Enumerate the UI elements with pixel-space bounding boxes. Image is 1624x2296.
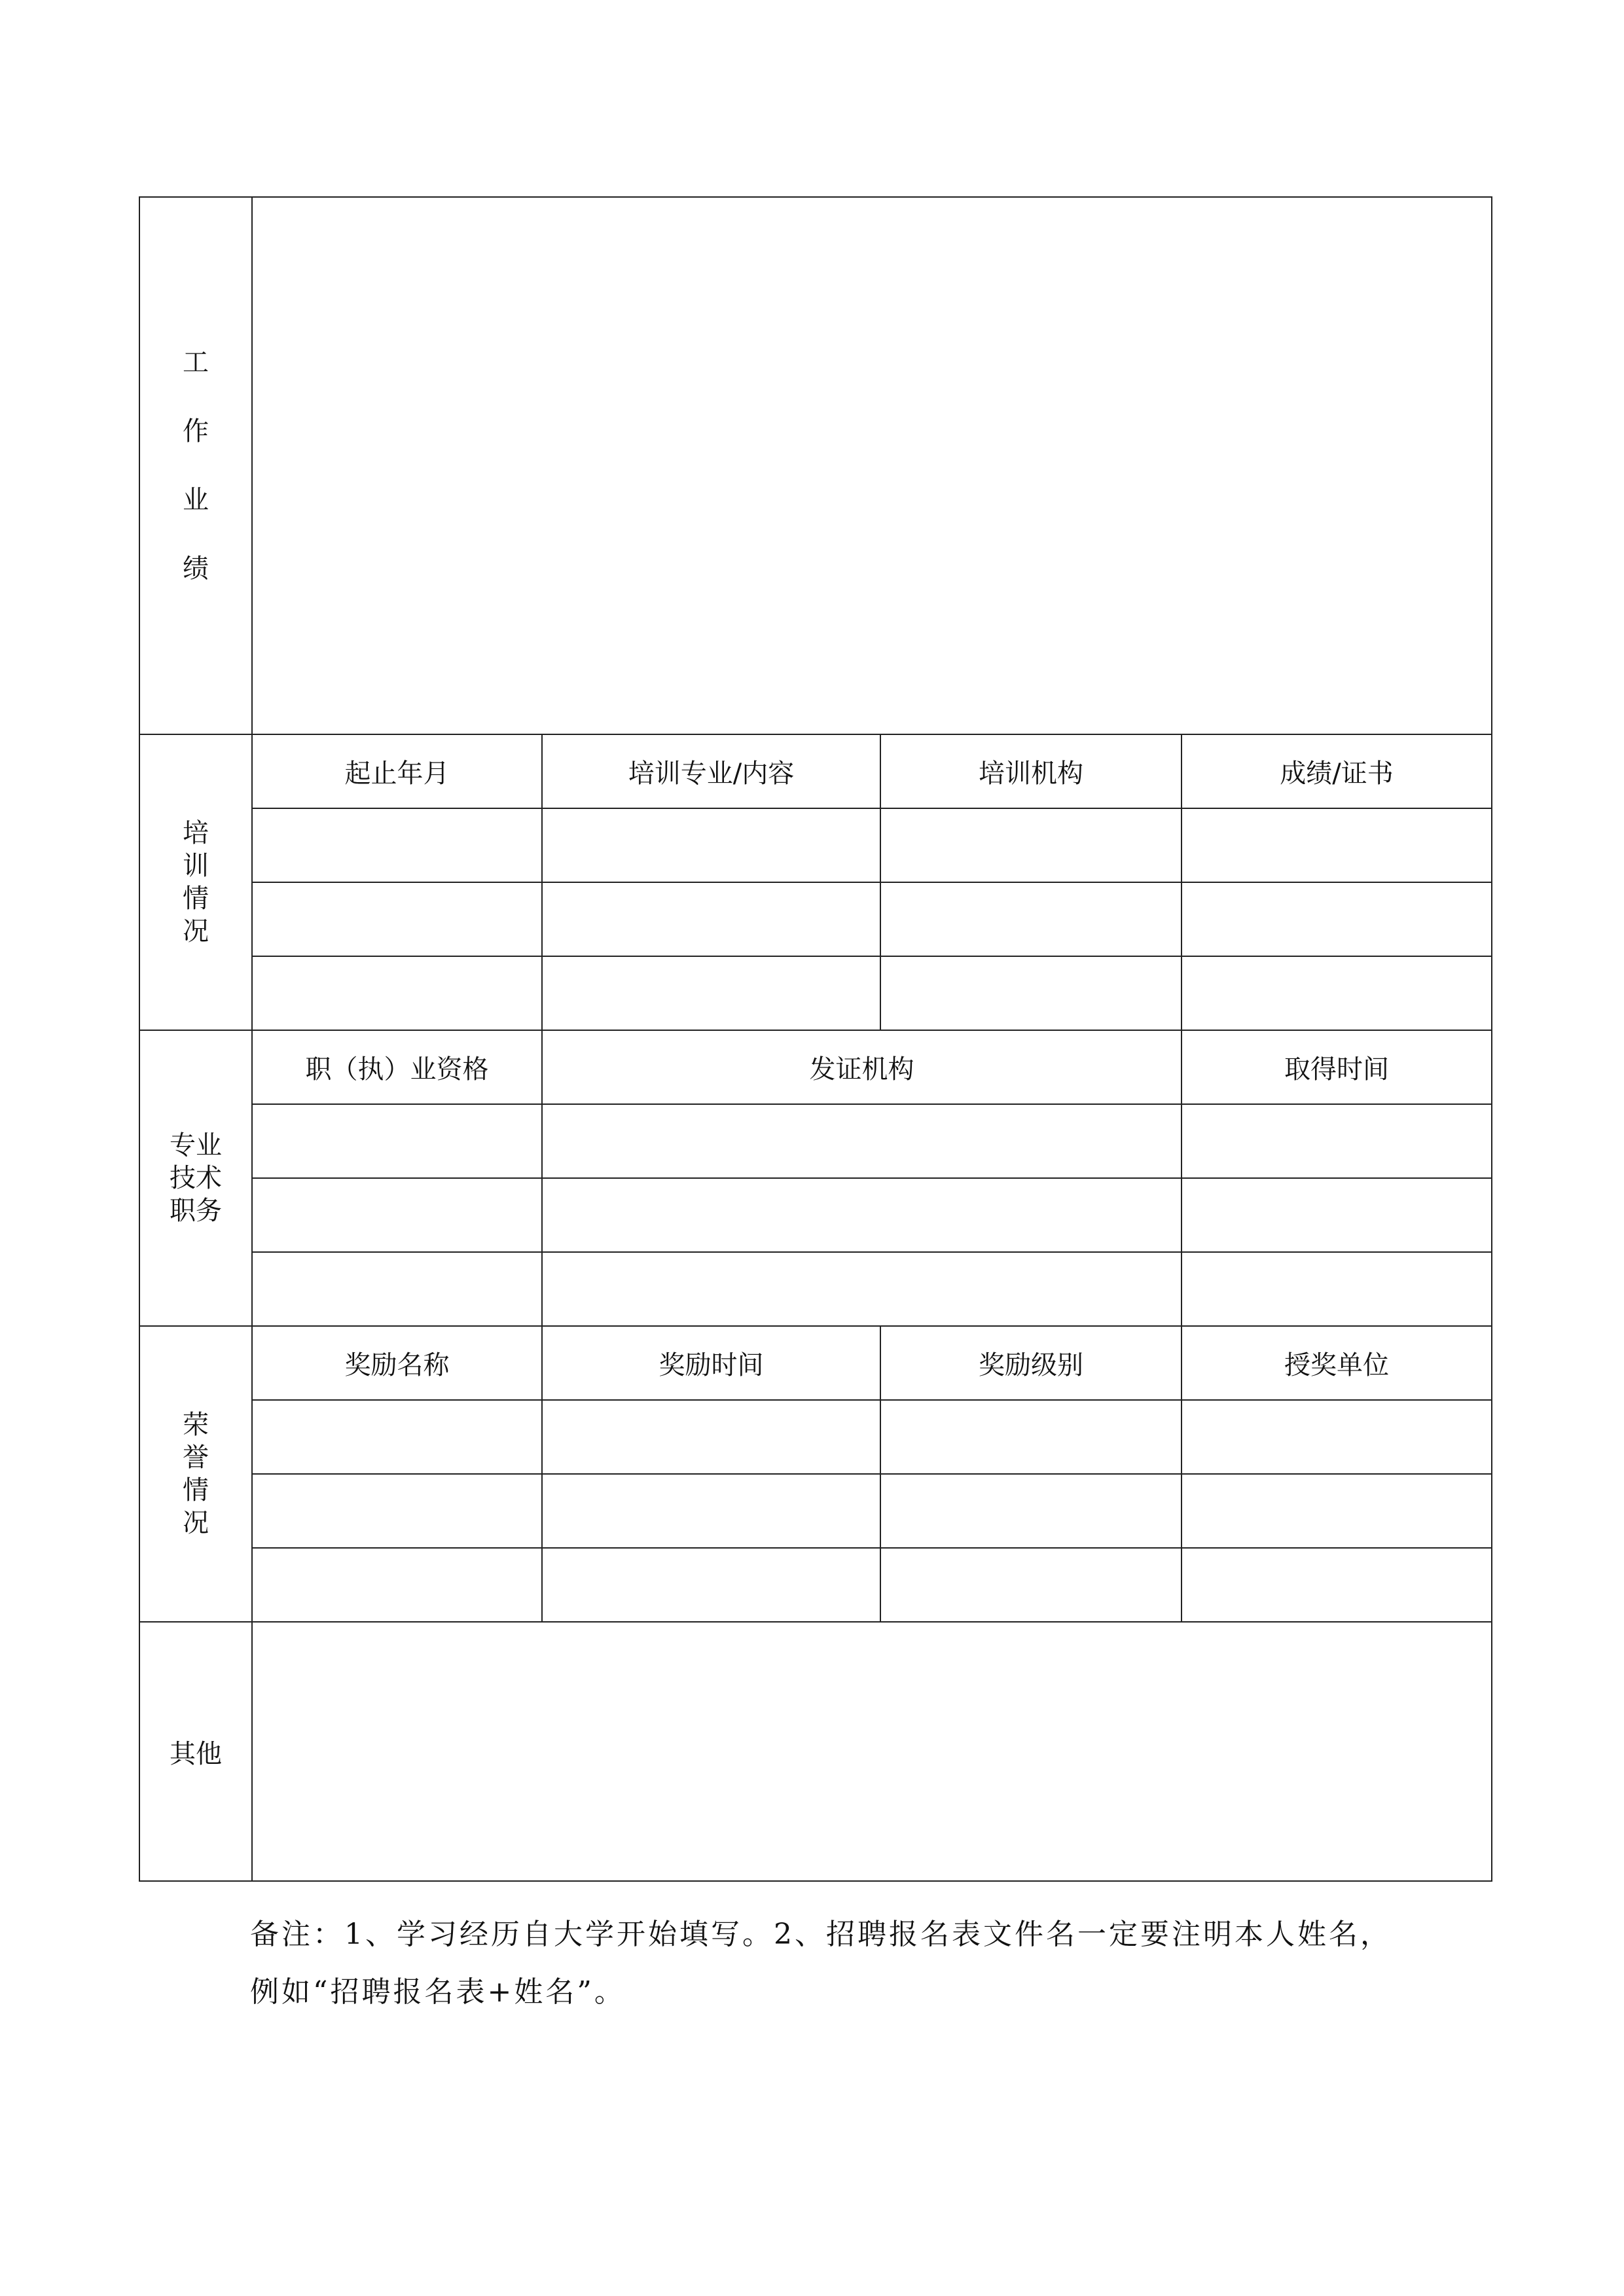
label-char: 荣 <box>183 1410 209 1440</box>
application-form-table <box>139 196 1492 1882</box>
table-cell[interactable] <box>542 882 880 956</box>
label-char: 技术 <box>170 1163 222 1193</box>
remarks-line-2: 例如“招聘报名表+姓名”。 <box>250 1975 626 2009</box>
label-char: 况 <box>183 1508 209 1538</box>
other-row <box>139 1622 1492 1881</box>
table-cell[interactable] <box>1182 808 1492 882</box>
table-cell[interactable] <box>542 1104 1182 1178</box>
qualification-row <box>139 1104 1492 1178</box>
training-label <box>139 734 252 1030</box>
table-cell[interactable] <box>880 1548 1182 1622</box>
table-cell[interactable] <box>542 1178 1182 1252</box>
label-char: 绩 <box>183 554 209 584</box>
training-header-row <box>139 734 1492 808</box>
label-char: 业 <box>183 485 209 515</box>
training-header-content: 培训专业/内容 <box>542 734 880 808</box>
table-cell[interactable] <box>252 1104 542 1178</box>
training-header-result: 成绩/证书 <box>1182 734 1492 808</box>
table-cell[interactable] <box>1182 882 1492 956</box>
training-header-period: 起止年月 <box>252 734 542 808</box>
honors-row <box>139 1548 1492 1622</box>
label-char: 誉 <box>183 1443 209 1473</box>
label-char: 职务 <box>170 1196 222 1226</box>
table-cell[interactable] <box>1182 956 1492 1030</box>
qualification-header-row <box>139 1030 1492 1104</box>
qualification-row <box>139 1178 1492 1252</box>
qualification-header-title: 职（执）业资格 <box>252 1030 542 1104</box>
other-label: 其他 <box>139 1622 252 1881</box>
table-cell[interactable] <box>880 1400 1182 1474</box>
work-achievements-field[interactable] <box>252 197 1492 734</box>
table-cell[interactable] <box>1182 1104 1492 1178</box>
label-char: 专业 <box>170 1130 222 1160</box>
qualification-label <box>139 1030 252 1326</box>
honors-label <box>139 1326 252 1622</box>
label-char: 训 <box>183 851 209 881</box>
remarks <box>250 1906 1392 2021</box>
honors-row <box>139 1474 1492 1548</box>
table-cell[interactable] <box>252 1474 542 1548</box>
table-cell[interactable] <box>880 808 1182 882</box>
honors-header-date: 奖励时间 <box>542 1326 880 1400</box>
table-cell[interactable] <box>252 956 542 1030</box>
table-cell[interactable] <box>880 956 1182 1030</box>
qualification-row <box>139 1252 1492 1326</box>
table-cell[interactable] <box>252 882 542 956</box>
table-cell[interactable] <box>1182 1400 1492 1474</box>
table-cell[interactable] <box>1182 1252 1492 1326</box>
table-cell[interactable] <box>1182 1178 1492 1252</box>
table-cell[interactable] <box>1182 1474 1492 1548</box>
qualification-header-date: 取得时间 <box>1182 1030 1492 1104</box>
training-row <box>139 956 1492 1030</box>
table-cell[interactable] <box>542 1252 1182 1326</box>
table-cell[interactable] <box>880 1474 1182 1548</box>
label-char: 况 <box>183 916 209 946</box>
honors-row <box>139 1400 1492 1474</box>
table-cell[interactable] <box>880 882 1182 956</box>
honors-header-issuer: 授奖单位 <box>1182 1326 1492 1400</box>
qualification-header-issuer: 发证机构 <box>542 1030 1182 1104</box>
table-cell[interactable] <box>252 1548 542 1622</box>
table-cell[interactable] <box>252 1252 542 1326</box>
training-header-institution: 培训机构 <box>880 734 1182 808</box>
label-char: 工 <box>183 348 209 378</box>
work-achievements-row <box>139 197 1492 734</box>
table-cell[interactable] <box>252 808 542 882</box>
training-row <box>139 882 1492 956</box>
label-char: 培 <box>183 818 209 848</box>
honors-header-row <box>139 1326 1492 1400</box>
training-row <box>139 808 1492 882</box>
table-cell[interactable] <box>252 1400 542 1474</box>
table-cell[interactable] <box>542 1400 880 1474</box>
table-cell[interactable] <box>542 956 880 1030</box>
table-cell[interactable] <box>1182 1548 1492 1622</box>
table-cell[interactable] <box>252 1178 542 1252</box>
honors-header-name: 奖励名称 <box>252 1326 542 1400</box>
work-achievements-label <box>139 197 252 734</box>
label-char: 作 <box>183 416 209 446</box>
table-cell[interactable] <box>542 808 880 882</box>
honors-header-level: 奖励级别 <box>880 1326 1182 1400</box>
label-char: 情 <box>183 1475 209 1505</box>
label-char: 情 <box>183 884 209 914</box>
table-cell[interactable] <box>542 1474 880 1548</box>
remarks-line-1: 备注：1、学习经历自大学开始填写。2、招聘报名表文件名一定要注明本人姓名， <box>250 1918 1392 1951</box>
other-field[interactable] <box>252 1622 1492 1881</box>
table-cell[interactable] <box>542 1548 880 1622</box>
